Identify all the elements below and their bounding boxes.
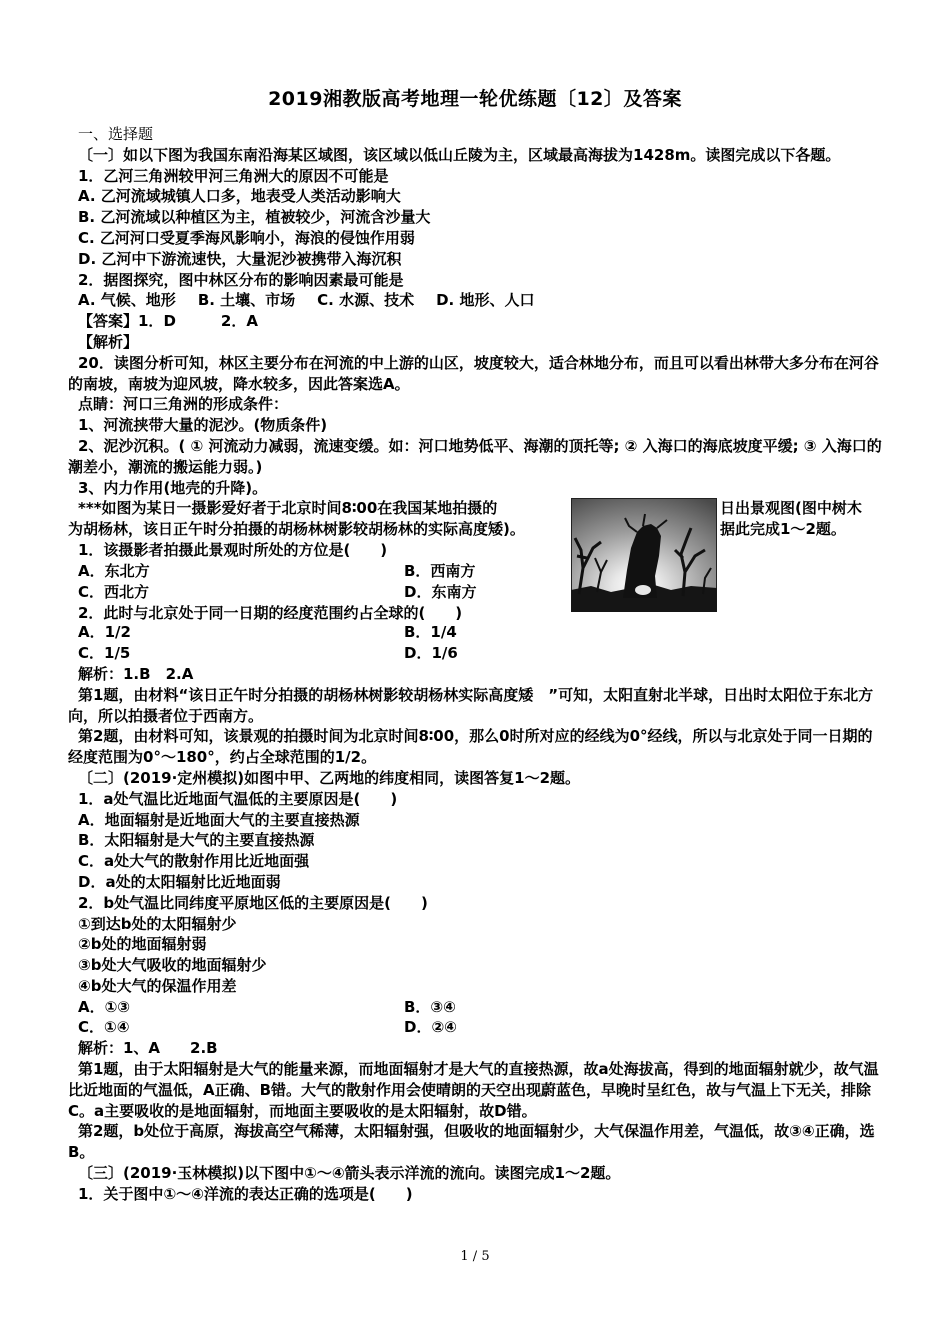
group2-q1-option-c: C．a处大气的散射作用比近地面强 (78, 852, 310, 871)
group1-intro: 〔一〕如以下图为我国东南沿海某区域图，该区域以低山丘陵为主，区域最高海拔为1428m。读图完成以下各题。 (78, 145, 841, 164)
group1-q1-option-a: A. 乙河流域城镇人口多，地表受人类活动影响大 (78, 187, 401, 206)
photo-intro-b: 日出景观图(图中树木 (720, 499, 862, 518)
group1-q2-option-d: D. 地形、人口 (436, 291, 535, 310)
photo-q2-options-row1 (68, 622, 883, 643)
group2-q2-option-b: B．③④ (404, 997, 456, 1016)
group2-statement-3: ③b处大气吸收的地面辐射少 (78, 956, 267, 975)
section-heading: 一、选择题 (78, 125, 154, 143)
group2-q2-option-c: C．①④ (78, 1018, 130, 1037)
group1-question-1: 1．乙河三角洲较甲河三角洲大的原因不可能是 (78, 166, 389, 185)
group2-statement-4: ④b处大气的保温作用差 (78, 976, 237, 995)
group2-statement-1: ①到达b处的太阳辐射少 (78, 914, 237, 933)
photo-q2-options-row2 (68, 643, 883, 664)
group1-q2-options (68, 290, 883, 311)
group2-q2-options-row1 (68, 997, 883, 1018)
tip-item-3: 3、内力作用(地壳的升降)。 (78, 478, 268, 497)
group1-analysis: 20．读图分析可知，林区主要分布在河流的中上游的山区，坡度较大，适合林地分布，而且可以看出林带大多分布在河谷的南坡，南坡为迎风坡，降水较多，因此答案选A。 (68, 353, 879, 393)
photo-q2-option-b: B．1/4 (404, 623, 457, 642)
photo-question-block (68, 498, 883, 622)
group2-explanation-2: 第2题，b处位于高原，海拔高空气稀薄，太阳辐射强，但吸收的地面辐射少，大气保温作用差，气温低，故③④正确，选B。 (68, 1122, 875, 1162)
group1-analysis-heading: 【解析】 (78, 332, 139, 351)
group2-q2-option-a: A．①③ (78, 997, 131, 1016)
photo-q1-options-row1 (68, 561, 568, 582)
group3-question-1: 1．关于图中①～④洋流的表达正确的选项是( ) (78, 1184, 413, 1203)
photo-q1-option-d: D．东南方 (404, 583, 477, 602)
photo-q1-option-a: A．东北方 (78, 562, 150, 581)
group2-q2-option-d: D．②④ (404, 1018, 457, 1037)
group3-intro: 〔三〕(2019·玉林模拟)以下图中①～④箭头表示洋流的流向。读图完成1～2题。 (78, 1164, 621, 1183)
group2-q2-options-row2 (68, 1017, 883, 1038)
photo-q1-option-b: B．西南方 (404, 562, 476, 581)
photo-explanation-2: 第2题，由材料可知，该景观的拍摄时间为北京时间8∶00，那么0时所对应的经线为0°经线，所以与北京处于同一日期的经度范围为0°～180°，约占全球范围的1/2。 (68, 727, 873, 767)
sunrise-populus-photo (571, 498, 717, 612)
photo-intro-a: ***如图为某日一摄影爱好者于北京时间8∶00在我国某地拍摄的 (78, 499, 498, 518)
photo-question-2: 2．此时与北京处于同一日期的经度范围约占全球的( ) (78, 604, 463, 623)
photo-explanation-1: 第1题，由材料“该日正午时分拍摄的胡杨林树影较胡杨林实际高度矮 ”可知，太阳直射北半球，日出时太阳位于东北方向，所以拍摄者位于西南方。 (68, 685, 874, 725)
group2-statement-2: ②b处的地面辐射弱 (78, 935, 207, 954)
photo-q2-option-c: C．1/5 (78, 644, 131, 663)
group1-q1-option-d: D. 乙河中下游流速快，大量泥沙被携带入海沉积 (78, 249, 402, 268)
page-title: 2019湘教版高考地理一轮优练题〔12〕及答案 (268, 88, 682, 110)
photo-intro-d: 据此完成1～2题。 (720, 520, 846, 539)
tip-item-2: 2、泥沙沉积。( ① 河流动力减弱，流速变缓。如：河口地势低平、海潮的顶托等; ② 入海口的海底坡度平缓; ③ 入海口的潮差小，潮流的搬运能力弱。) (68, 436, 882, 476)
group2-explanation-1: 第1题，由于太阳辐射是大气的能量来源，而地面辐射才是大气的直接热源，故a处海拔高，得到的地面辐射就少，故气温比近地面的气温低，A正确、B错。大气的散射作用会使晴朗的天空出现蔚蓝色，早晚时呈红色，故与气温上下无关，排除C。a主要吸收的是地面辐射，而地面主要吸收的是太阳辐射，故D错。 (68, 1060, 879, 1120)
group1-q2-option-a: A. 气候、地形 (78, 291, 176, 310)
group1-q2-option-b: B. 土壤、市场 (197, 291, 296, 310)
group1-q1-option-c: C. 乙河河口受夏季海风影响小，海浪的侵蚀作用弱 (78, 228, 415, 247)
group1-q2-option-c: C. 水源、技术 (317, 291, 415, 310)
group2-intro: 〔二〕(2019·定州模拟)如图中甲、乙两地的纬度相同，读图答复1～2题。 (78, 768, 581, 787)
photo-analysis: 解析：1.B 2.A (78, 664, 194, 683)
photo-q2-option-a: A．1/2 (78, 623, 131, 642)
group1-q1-option-b: B. 乙河流域以种植区为主，植被较少，河流含沙量大 (78, 208, 431, 227)
group2-q1-option-d: D．a处的太阳辐射比近地面弱 (78, 872, 281, 891)
group1-answer: 【答案】1．D 2．A (78, 312, 258, 331)
group2-question-2: 2．b处气温比同纬度平原地区低的主要原因是( ) (78, 893, 428, 912)
group2-analysis: 解析：1、A 2.B (78, 1039, 218, 1058)
group2-q1-option-b: B．太阳辐射是大气的主要直接热源 (78, 831, 315, 850)
group1-question-2: 2．据图探究，图中林区分布的影响因素最可能是 (78, 270, 404, 289)
tip-item-1: 1、河流挟带大量的泥沙。(物质条件) (78, 416, 328, 435)
document-body (68, 124, 883, 1205)
page-number: 1 / 5 (460, 1249, 490, 1264)
group2-question-1: 1．a处气温比近地面气温低的主要原因是( ) (78, 789, 398, 808)
photo-intro-c: 为胡杨林，该日正午时分拍摄的胡杨林树影较胡杨林的实际高度矮)。 (68, 520, 525, 539)
group2-q1-option-a: A．地面辐射是近地面大气的主要直接热源 (78, 810, 360, 829)
photo-q1-option-c: C．西北方 (78, 583, 150, 602)
tip-heading: 点睛：河口三角洲的形成条件： (78, 395, 289, 414)
photo-q2-option-d: D．1/6 (404, 644, 458, 663)
photo-q1-options-row2 (68, 582, 568, 603)
photo-question-1: 1．该摄影者拍摄此景观时所处的方位是( ) (78, 541, 388, 560)
